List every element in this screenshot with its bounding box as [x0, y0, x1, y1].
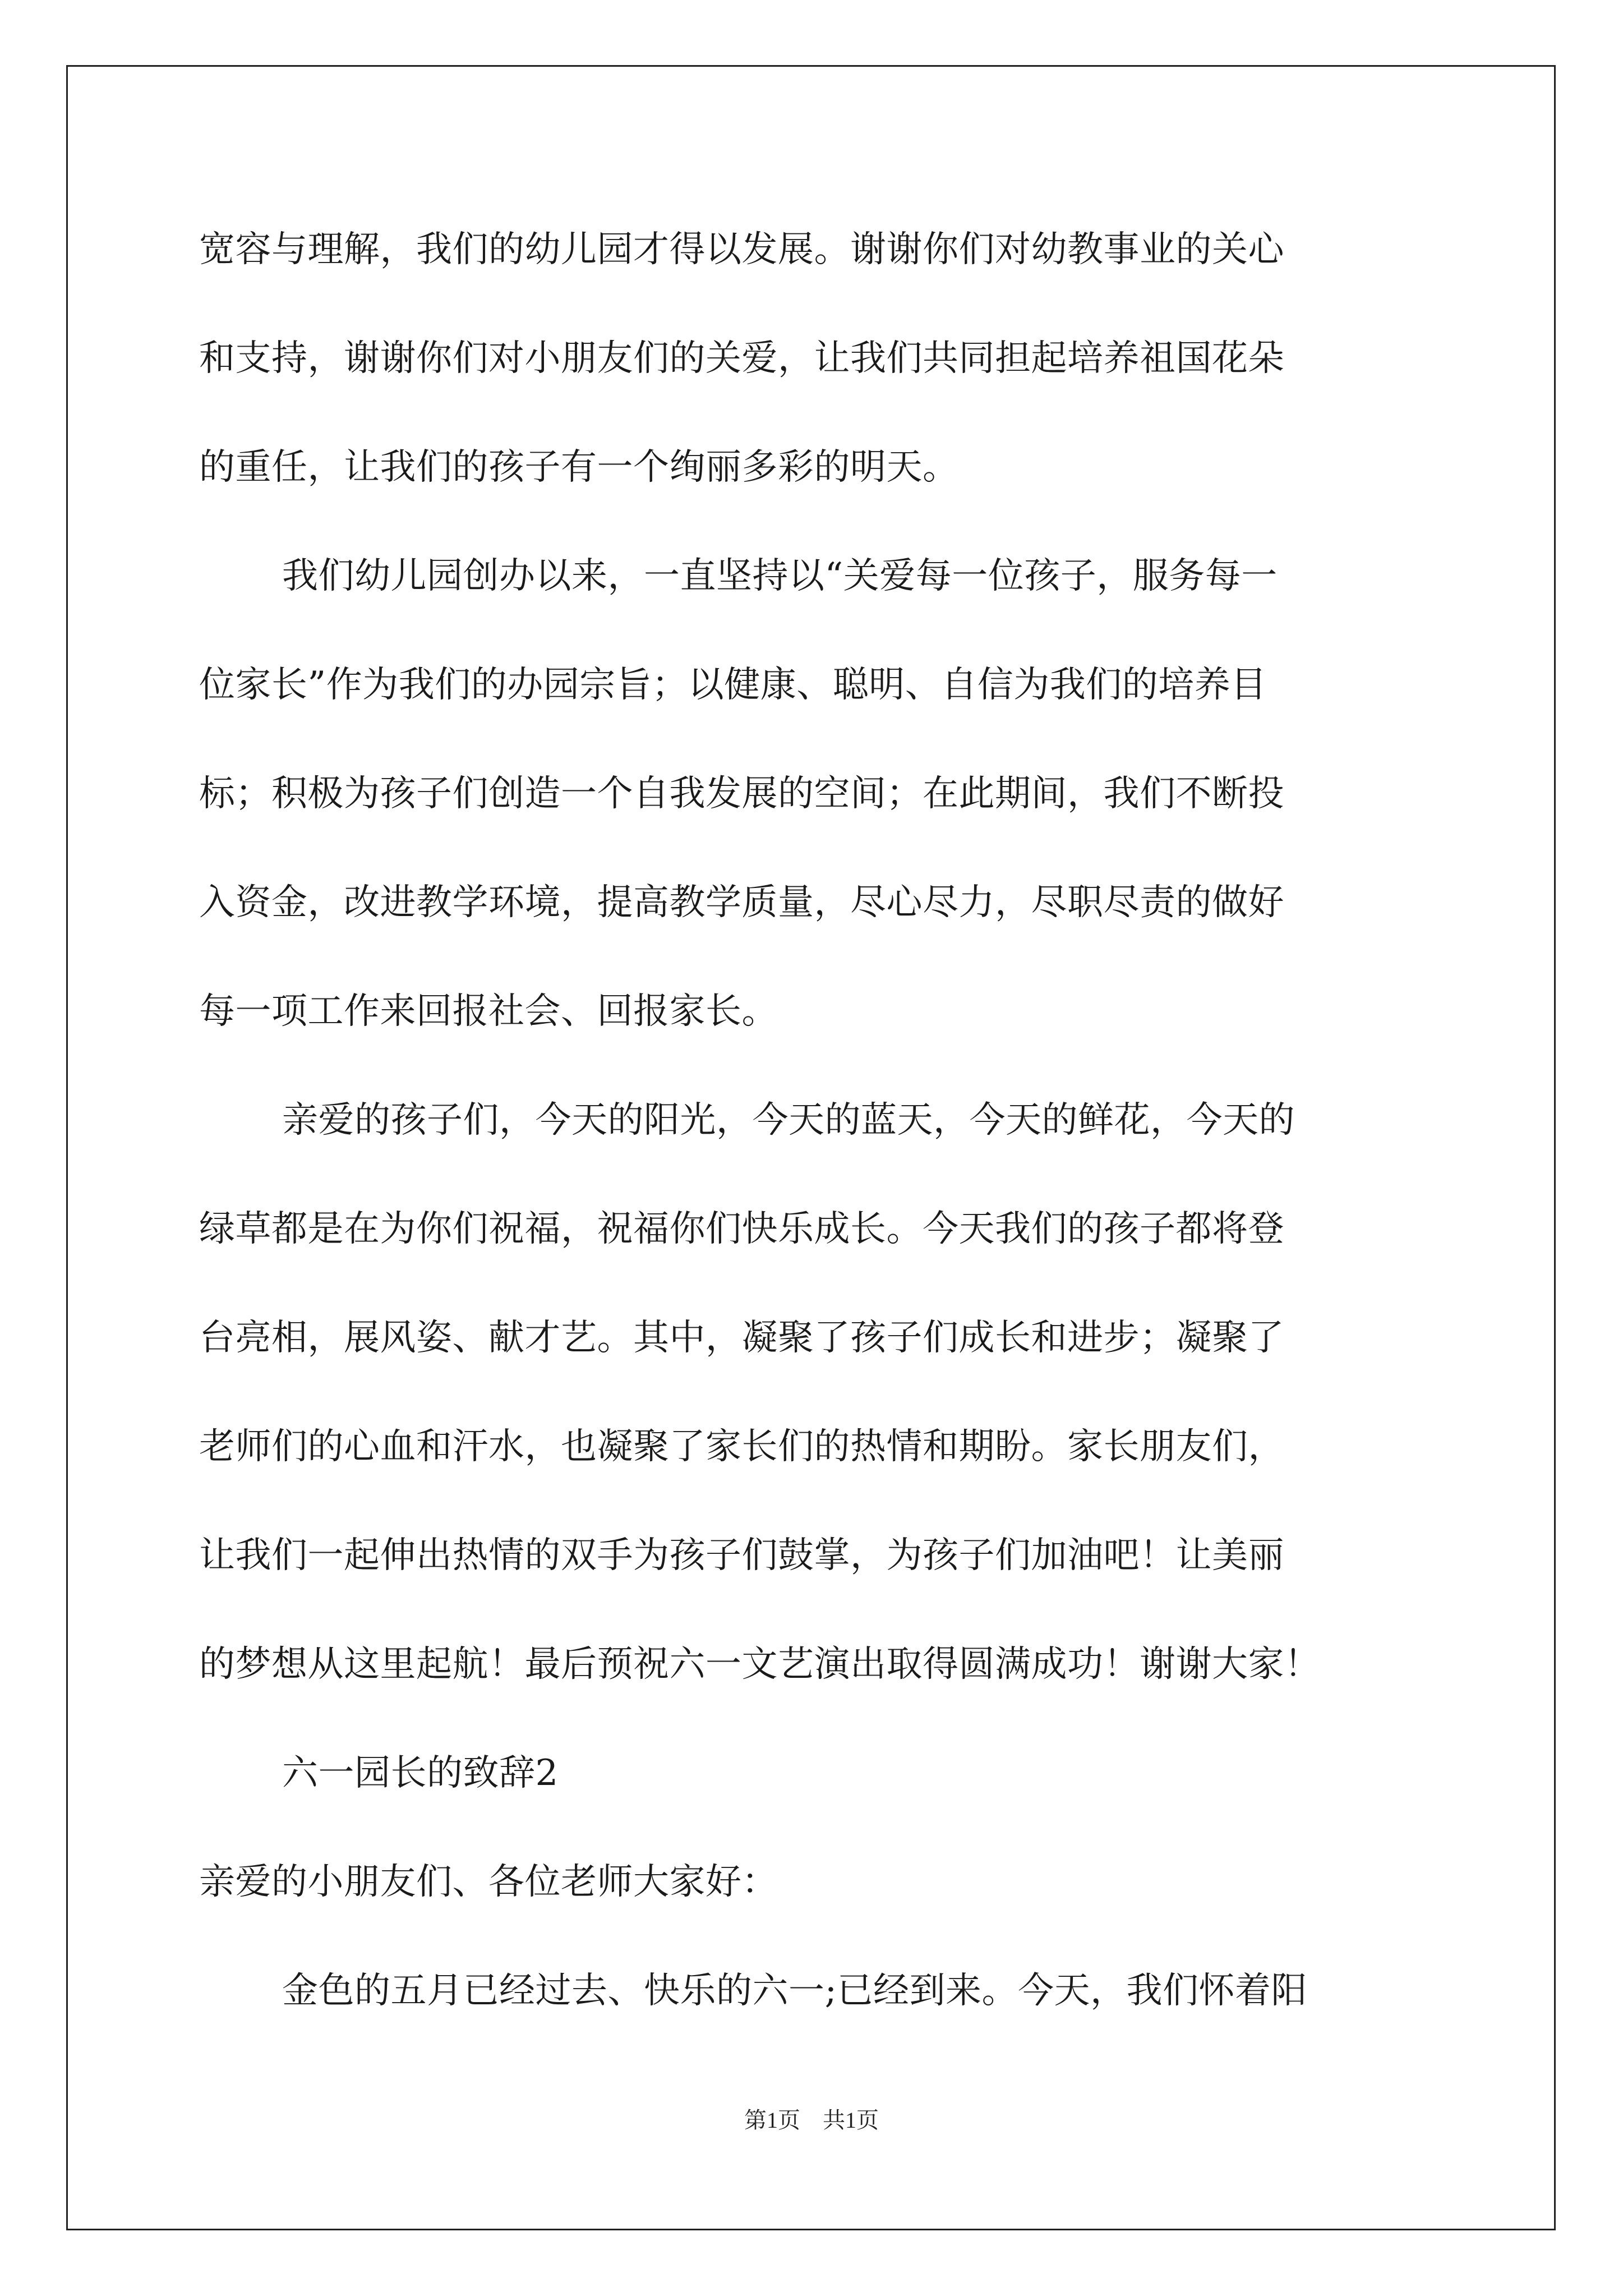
paragraph-first-line: 我们幼儿园创办以来，一直坚持以“关爱每一位孩子，服务每一 — [282, 555, 1278, 597]
text-line: 每一项工作来回报社会、回报家长。 — [199, 991, 778, 1032]
text-line: 的重任，让我们的孩子有一个绚丽多彩的明天。 — [199, 447, 959, 488]
text-line: 入资金，改进教学环境，提高教学质量，尽心尽力，尽职尽责的做好 — [199, 882, 1284, 923]
text-line: 的梦想从这里起航！最后预祝六一文艺演出取得圆满成功！谢谢大家！ — [199, 1644, 1321, 1685]
text-line: 标；积极为孩子们创造一个自我发展的空间；在此期间，我们不断投 — [199, 773, 1284, 815]
paragraph-first-line: 亲爱的孩子们，今天的阳光，今天的蓝天，今天的鲜花，今天的 — [282, 1099, 1295, 1141]
text-line: 老师们的心血和汗水，也凝聚了家长们的热情和期盼。家长朋友们， — [199, 1426, 1284, 1467]
text-line: 绿草都是在为你们祝福，祝福你们快乐成长。今天我们的孩子都将登 — [199, 1208, 1284, 1250]
text-line: 位家长”作为我们的办园宗旨；以健康、聪明、自信为我们的培养目 — [199, 664, 1267, 706]
paragraph-first-line: 金色的五月已经过去、快乐的六一;已经到来。今天，我们怀着阳 — [282, 1970, 1308, 2012]
text-line: 宽容与理解，我们的幼儿园才得以发展。谢谢你们对幼教事业的关心 — [199, 229, 1284, 270]
section-heading: 六一园长的致辞2 — [282, 1752, 559, 1794]
text-line: 和支持，谢谢你们对小朋友们的关爱，让我们共同担起培养祖国花朵 — [199, 338, 1284, 379]
document-body — [199, 213, 1455, 2063]
salutation: 亲爱的小朋友们、各位老师大家好： — [199, 1861, 778, 1903]
text-line: 让我们一起伸出热情的双手为孩子们鼓掌，为孩子们加油吧！让美丽 — [199, 1535, 1284, 1576]
text-line: 台亮相，展风姿、献才艺。其中，凝聚了孩子们成长和进步；凝聚了 — [199, 1317, 1284, 1359]
page-footer: 第1页 共1页 — [744, 2108, 879, 2133]
